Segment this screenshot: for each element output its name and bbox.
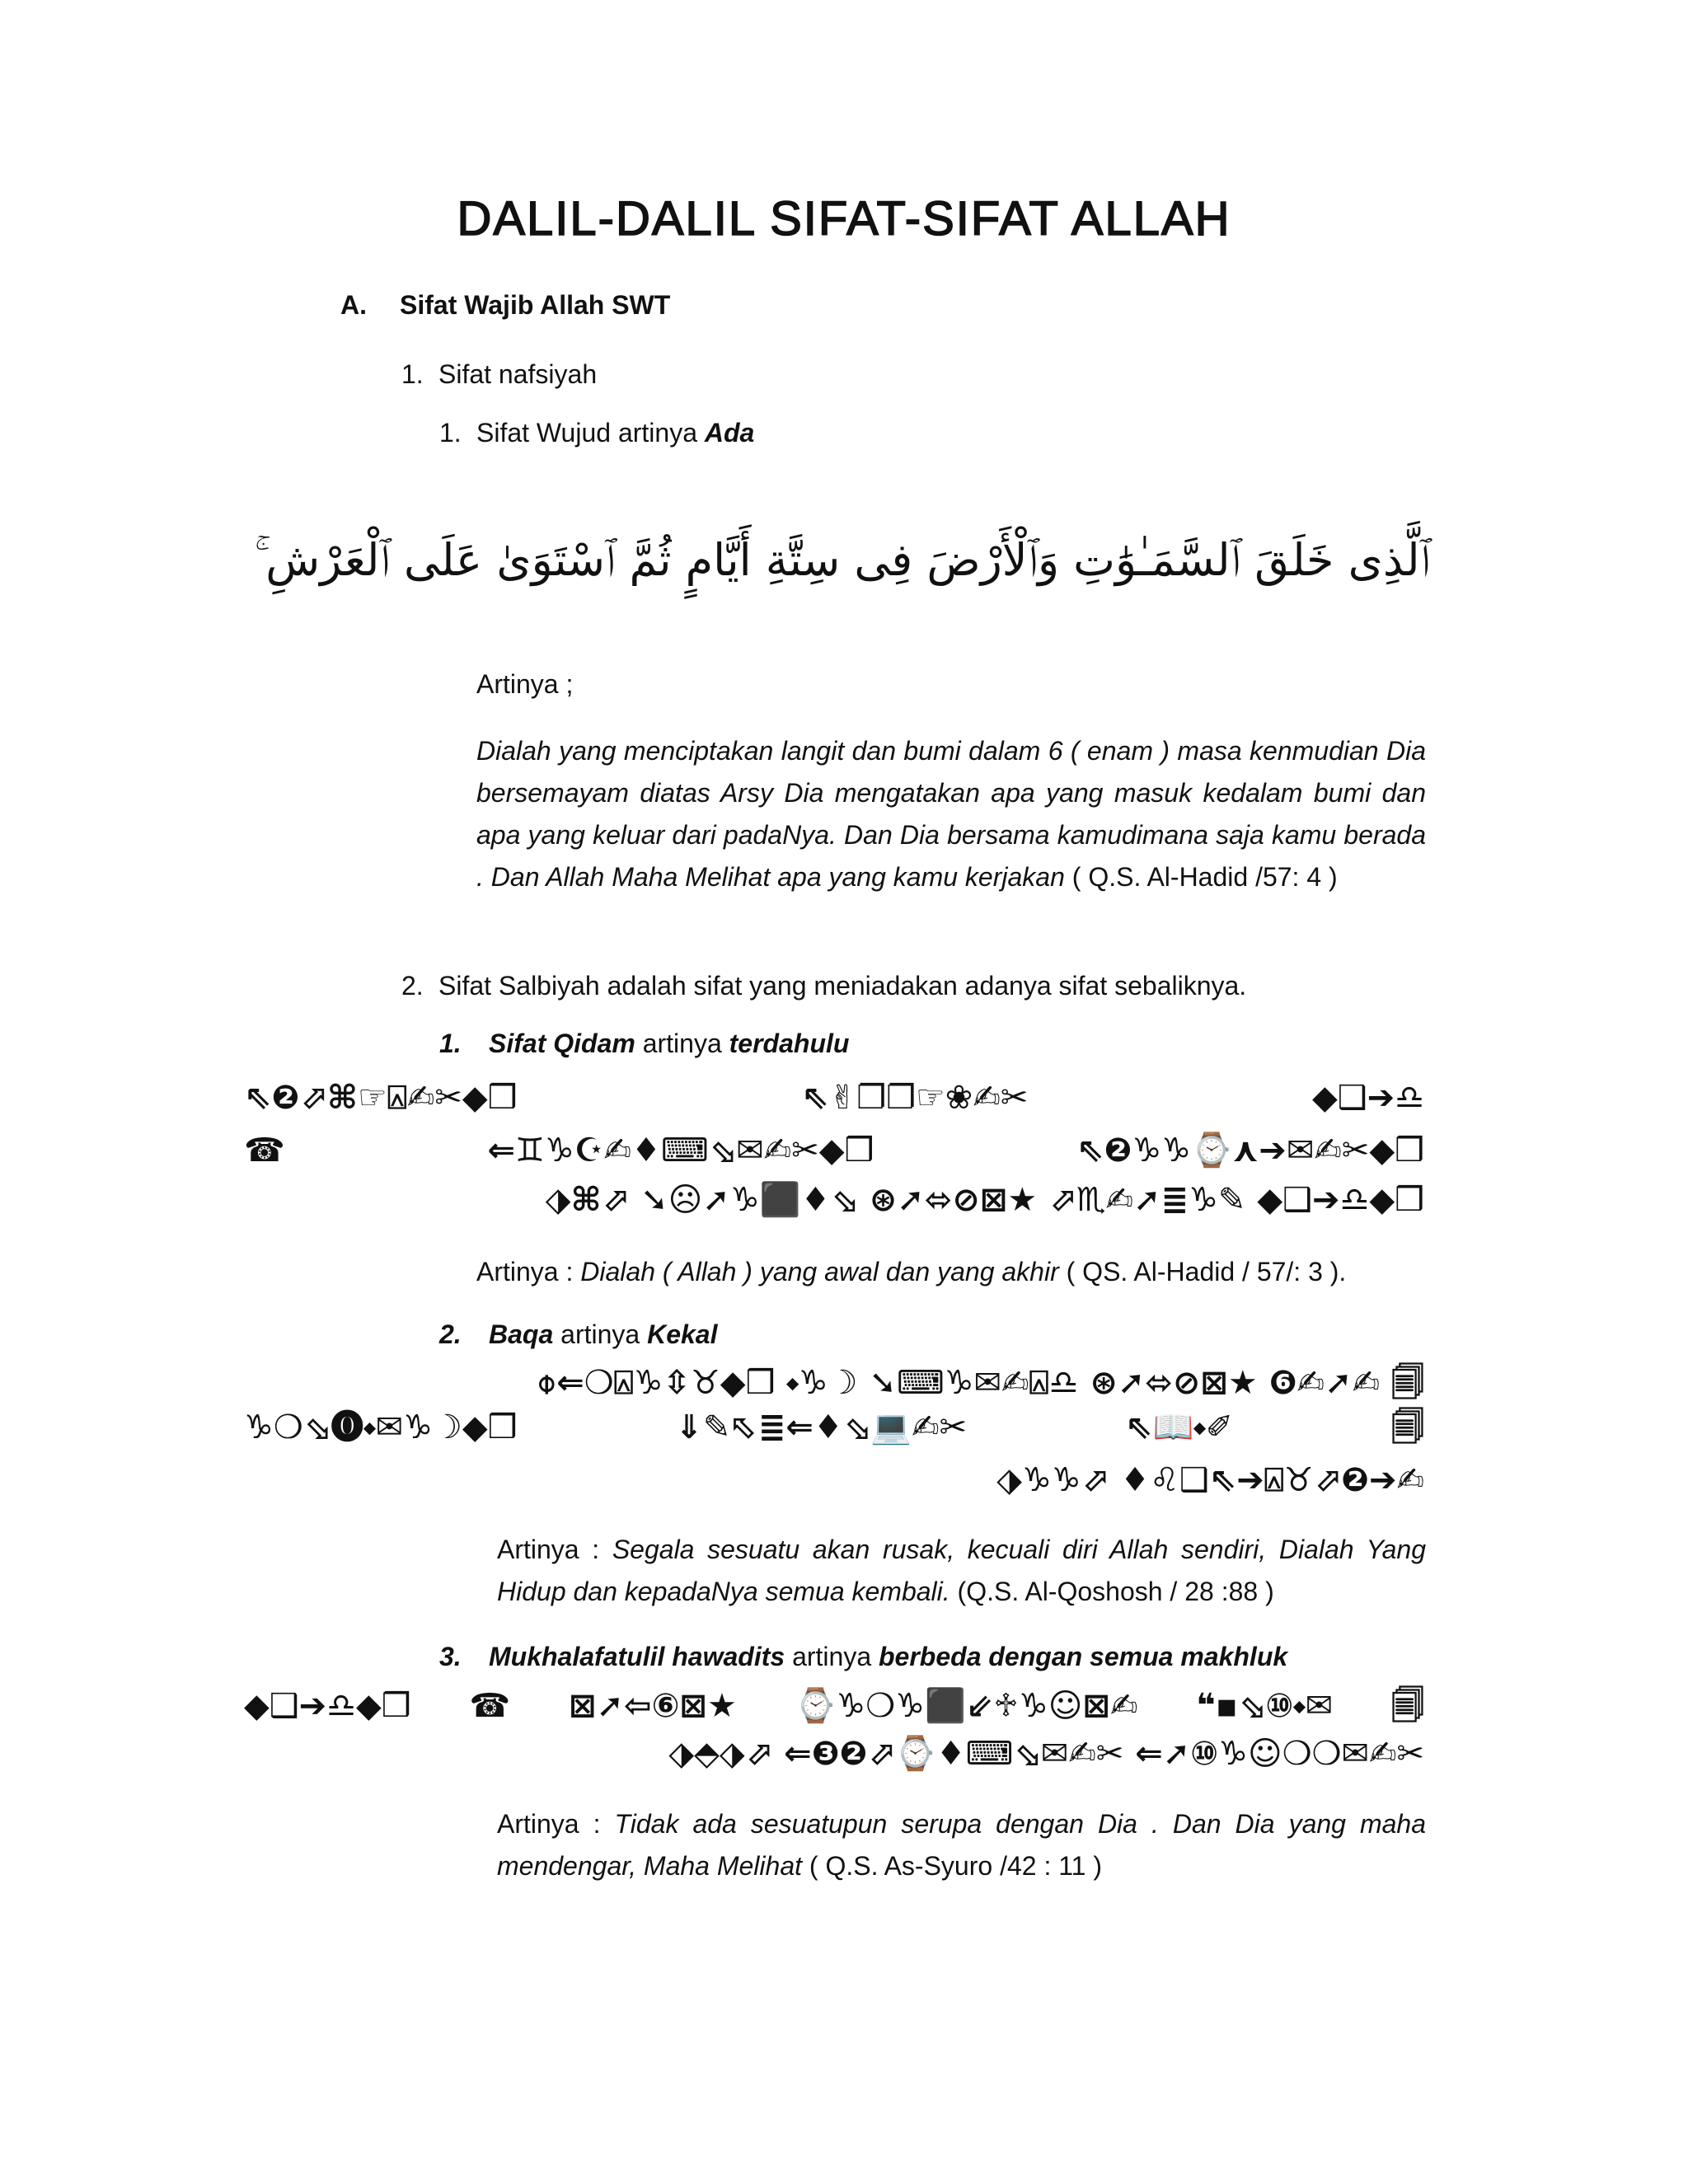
page-title: DALIL-DALIL SIFAT-SIFAT ALLAH — [457, 192, 1231, 246]
section-heading-a — [340, 290, 670, 321]
item-mukhalafatulil-hawadits — [439, 1642, 1287, 1672]
verse-reference: (Q.S. Al-Qoshosh / 28 :88 ) — [950, 1577, 1274, 1606]
item-number: 2. — [439, 1319, 462, 1349]
item-sifat-nafsiyah — [401, 359, 597, 390]
item-sifat-salbiyah — [401, 971, 1246, 1001]
item-text: Sifat Wujud artinya — [476, 418, 705, 448]
item-mid: artinya — [635, 1029, 729, 1058]
item-sifat-baqa — [439, 1319, 717, 1350]
symbol-run: ⇖✌❐❐☞❀✍✂ — [801, 1079, 1029, 1117]
artinya-label: Artinya : — [497, 1535, 612, 1564]
verse-reference: ( QS. Al-Hadid / 57/: 3 ). — [1058, 1257, 1347, 1286]
verse-reference: ( Q.S. Al-Hadid /57: 4 ) — [1071, 862, 1338, 892]
item-mid: artinya — [785, 1642, 879, 1671]
section-letter: A. — [340, 290, 367, 320]
artinya-label: Artinya : — [476, 1257, 581, 1286]
item-number: 2. — [401, 971, 424, 1001]
symbol-run: ⇓✎⬁≣⇐♦⬂💻✍✂ — [675, 1408, 968, 1446]
symbol-run: ☎ — [244, 1132, 285, 1169]
section-title: Sifat Wajib Allah SWT — [400, 290, 671, 320]
symbol-font-row — [244, 1076, 1424, 1119]
symbol-font-row — [244, 1685, 1424, 1727]
item-number: 1. — [401, 359, 424, 389]
symbol-run: ◆❑➔♎ — [1312, 1079, 1424, 1117]
symbol-run: ⌽⇐❍⍓♑⇳♉◆❒ ⬩♑☽ ➘⌨♑✉✍⍓♎ ⊛➚⬄⊘⊠★ ❻✍➚✍ 🗐 — [537, 1364, 1424, 1402]
item-text: Sifat Salbiyah adalah sifat yang meniadakan adanya sifat sebaliknya. — [438, 971, 1247, 1001]
symbol-run: ◆❑➔♎◆❒ — [244, 1687, 411, 1725]
symbol-font-row — [244, 1459, 1424, 1502]
item-meaning: Kekal — [647, 1319, 718, 1349]
verse-reference: ( Q.S. As-Syuro /42 : 11 ) — [802, 1851, 1102, 1881]
translation-text: Segala sesuatu akan rusak, kecuali diri Allah sendiri, Dialah Yang Hidup dan kepadaNya semua kembali. — [497, 1535, 1427, 1606]
item-name: Mukhalafatulil hawadits — [489, 1642, 785, 1671]
item-meaning: terdahulu — [729, 1029, 850, 1058]
item-sifat-qidam — [439, 1029, 849, 1059]
item-text: Sifat nafsiyah — [438, 359, 598, 389]
artinya-qidam — [476, 1251, 1426, 1293]
symbol-font-row — [244, 1361, 1424, 1404]
symbol-run: ⊠➚⇦⑥⊠★ — [569, 1687, 737, 1725]
symbol-run: ⇐♊♑☪✍♦⌨⬂✉✍✂◆❒ — [487, 1132, 874, 1169]
symbol-font-row — [244, 1732, 1424, 1775]
symbol-run: ⬗⬘⬗⬀ ⇐❸❷⬀⌚♦⌨⬂✉✍✂ ⇐➚⑩♑☺❍❍✉✍✂ — [668, 1735, 1424, 1773]
translation-wujud — [476, 730, 1426, 898]
translation-text: Dialah yang menciptakan langit dan bumi dalam 6 ( enam ) masa kenmudian Dia bersemayam diatas Arsy Dia mengatakan apa yang masuk kedalam bumi dan apa yang keluar dari padaNya. Dan Dia bersama kamudimana saja kamu berada . Dan Allah Maha Melihat apa yang kamu kerjakan — [476, 736, 1426, 892]
artinya-baqa — [497, 1529, 1426, 1613]
item-name: Baqa — [489, 1319, 554, 1349]
symbol-run: ❝▪⬂⑩⬩✉ — [1196, 1687, 1334, 1725]
artinya-label: Artinya : — [497, 1809, 615, 1839]
symbol-run: ⬗⌘⬀ ➘☹➚♑⬛♦⬂ ⊛➚⬄⊘⊠★ ⬀♏✍➚≣♑✎ ◆❑➔♎◆❒ — [545, 1181, 1424, 1219]
symbol-run: ⬗♑♑⬀ ♦♌❑⇖➔⍓♉⬀❷➔✍ — [996, 1461, 1424, 1499]
symbol-run: ⇖❷⬀⌘☞⍓✍✂◆❒ — [244, 1079, 518, 1117]
item-number: 1. — [439, 1029, 462, 1058]
symbol-run: 🗐 — [1391, 1408, 1424, 1446]
symbol-run: ⌚♑❍♑⬛⇙♱♑☺⊠✍ — [795, 1687, 1138, 1725]
symbol-font-row — [244, 1406, 1424, 1449]
symbol-font-row — [244, 1129, 1424, 1172]
artinya-mukhalafah — [497, 1803, 1426, 1887]
symbol-font-row — [244, 1179, 1424, 1221]
item-meaning: berbeda dengan semua makhluk — [879, 1642, 1288, 1671]
symbol-run: ⇖❷♑♑⌚⋏➔✉✍✂◆❒ — [1076, 1132, 1424, 1169]
symbol-run: ⇖📖⬩✐ — [1124, 1408, 1234, 1446]
item-mid: artinya — [553, 1319, 648, 1349]
item-sifat-wujud — [439, 418, 754, 448]
item-number: 1. — [439, 418, 462, 448]
artinya-label-wujud: Artinya ; — [476, 669, 574, 699]
symbol-run: ♑❍⬂⓿⬩✉♑☽◆❒ — [244, 1408, 518, 1446]
symbol-run: 🗐 — [1390, 1687, 1424, 1725]
translation-text: Tidak ada sesuatupun serupa dengan Dia . Dan Dia yang maha mendengar, Maha Melihat — [497, 1809, 1426, 1881]
item-meaning: Ada — [704, 418, 755, 448]
symbol-run: ☎ — [469, 1687, 511, 1725]
item-number: 3. — [439, 1642, 462, 1671]
arabic-verse-wujud: ٱلَّذِى خَلَقَ ٱلسَّمَـٰوَٰتِ وَٱلْأَرْضَ فِى سِتَّةِ أَيَّامٍ ثُمَّ ٱسْتَوَىٰ عَلَى ٱلْعَرْشِ ۚ — [254, 534, 1430, 586]
translation-text: Dialah ( Allah ) yang awal dan yang akhir — [580, 1257, 1059, 1286]
item-name: Sifat Qidam — [489, 1029, 635, 1058]
